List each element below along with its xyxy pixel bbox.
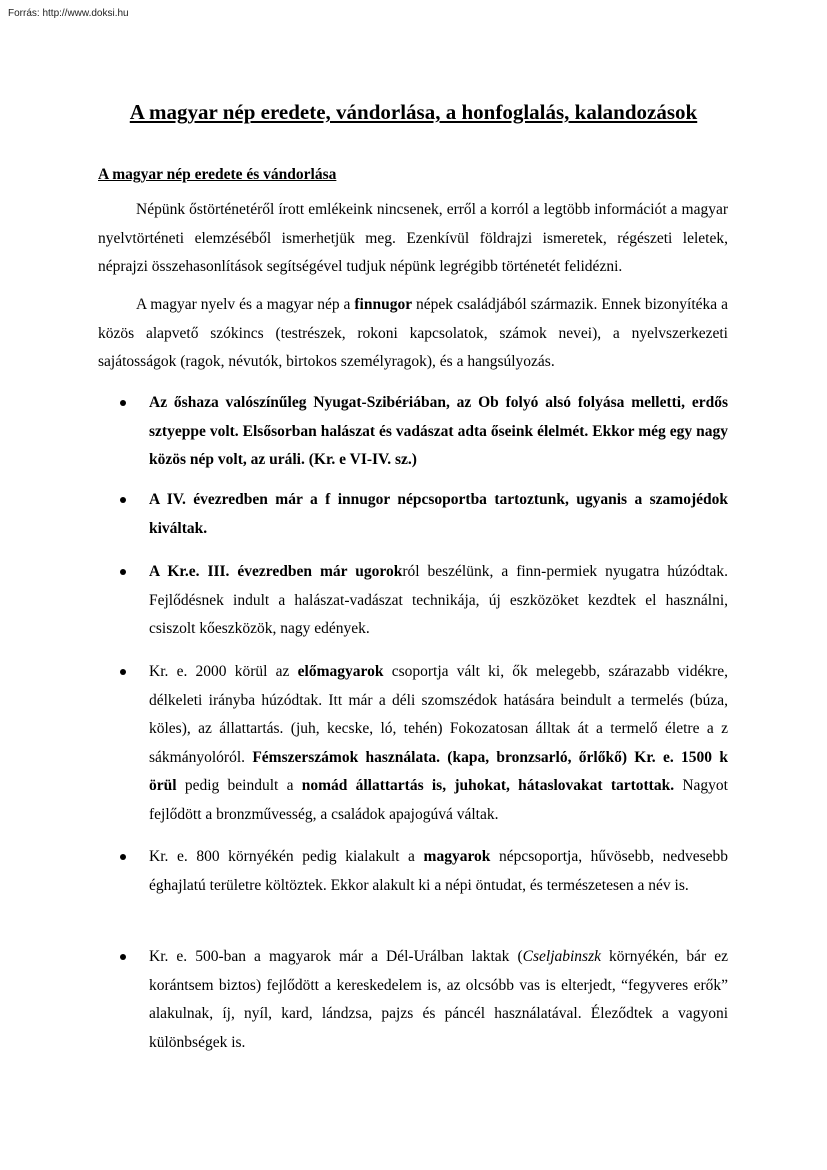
list-item-plain: csoportja vált ki, ők melegebb, szárazabb vidékre, délkeleti irányba húzódtak. Itt már a déli szomszédok hatására beindult a termelés (búza, köles), az állattartás. (juh, kecske, ló, tehén) Fokozatosan álltak át a termelő életre a z sákmányolóról. xyxy=(149,663,729,766)
bullet-icon xyxy=(120,400,126,406)
list-item-bold: Fémszerszámok használata. (kapa, bronzsarló, őrlőkő) Kr. e. 1500 k örül xyxy=(149,748,728,794)
list-item-bold: előmagyarok xyxy=(297,663,384,680)
bullet-icon xyxy=(120,497,126,503)
list-item-plain: környékén, bár ez korántsem biztos) fejlődött a kereskedelem is, az olcsóbb vas is elterjedt, “fegyveres erők” alakulnak, íj, nyíl, kard, lándzsa, pajzs és páncél használatával. Éleződtek a vagyoni különbségek is. xyxy=(149,948,728,1051)
bullet-icon xyxy=(120,854,126,860)
paragraph-finnugor-term: finnugor xyxy=(354,296,413,313)
list-item-plain: pedig beindult a xyxy=(176,777,302,794)
list-item-plain: Nagyot fejlődött a bronzművesség, a családok apajogúvá váltak. xyxy=(149,777,728,823)
source-header: Forrás: http://www.doksi.hu xyxy=(8,8,129,19)
list-item-italic: Cseljabinszk xyxy=(522,948,602,965)
section-heading: A magyar nép eredete és vándorlása xyxy=(98,166,337,183)
bullet-icon xyxy=(120,669,126,675)
bullet-icon xyxy=(120,569,126,575)
list-item-plain: Kr. e. 500-ban a magyarok már a Dél-Urálban laktak ( xyxy=(149,948,523,965)
list-item-bold: magyarok xyxy=(423,848,491,865)
list-item-plain: Kr. e. 800 környékén pedig kialakult a xyxy=(149,848,424,865)
list-item-text xyxy=(149,843,728,900)
paragraph-intro: Népünk őstörténetéről írott emlékeink nincsenek, erről a korról a legtöbb információt a magyar nyelvtörténeti elemzéséből ismerhetjük meg. Ezenkívül földrajzi ismeretek, régészeti leletek, néprajzi összehasonlítások segítségével tudjuk népünk legrégibb történetét felidézni. xyxy=(98,201,728,275)
list-item-bold: nomád állattartás is, juhokat, hátaslovakat tartottak. xyxy=(301,777,675,794)
list-item-text xyxy=(149,389,728,475)
list-item-text xyxy=(149,658,728,829)
paragraph-finnugor-text-a: A magyar nyelv és a magyar nép a xyxy=(136,296,355,313)
bullet-icon xyxy=(120,954,126,960)
list-item-bold: A IV. évezredben már a f innugor népcsoportba tartoztunk, ugyanis a szamojédok kiváltak. xyxy=(149,491,728,537)
list-item-text xyxy=(149,486,728,543)
list-item-bold: A Kr.e. III. évezredben már ugorok xyxy=(149,563,403,580)
list-item-plain: Kr. e. 2000 körül az xyxy=(149,663,298,680)
document-title: A magyar nép eredete, vándorlása, a honfoglalás, kalandozások xyxy=(129,100,698,124)
paragraph-finnugor-text-c: népek családjából származik. Ennek bizonyítéka a közös alapvető szókincs (testrészek, rokoni kapcsolatok, számok nevei), a nyelvszerkezeti sajátosságok (ragok, névutók, birtokos személyragok), és a hangsúlyozás. xyxy=(98,296,729,370)
list-item-plain: ról beszélünk, a finn-permiek nyugatra húzódtak. Fejlődésnek indult a halászat-vadászat technikája, új eszközöket kezdtek el használni, csiszolt kőeszközök, nagy edények. xyxy=(149,563,728,637)
list-item-text xyxy=(149,558,728,644)
paragraph-finnugor xyxy=(98,291,728,377)
list-item-bold: Az őshaza valószínűleg Nyugat-Szibériában, az Ob folyó alsó folyása melletti, erdős sztyeppe volt. Elsősorban halászat és vadászat adta őseink élelmét. Ekkor még egy nagy közös nép volt, az uráli. (Kr. e VI-IV. sz.) xyxy=(149,394,728,468)
list-item-plain: népcsoportja, hűvösebb, nedvesebb éghajlatú területre költöztek. Ekkor alakult ki a népi öntudat, és természetesen a név is. xyxy=(149,848,728,894)
list-item-text xyxy=(149,943,728,1057)
